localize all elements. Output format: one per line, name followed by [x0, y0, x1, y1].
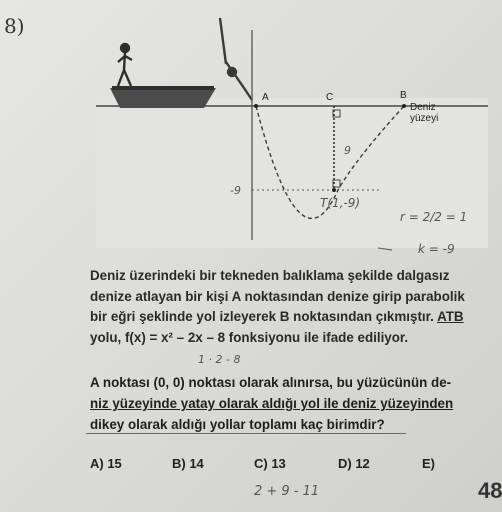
option-d[interactable]: D) 12	[338, 456, 370, 471]
answer-options	[88, 456, 468, 476]
question-line2: niz yüzeyinde yatay olarak aldığı yol ile deniz yüzeyinden	[90, 396, 454, 411]
problem-line3-main: bir eğri şeklinde yol izleyerek B noktasından çıkmıştır.	[90, 309, 434, 324]
vertex-label: T(1,-9)	[320, 196, 361, 210]
point-t	[332, 188, 336, 192]
problem-line1: Deniz üzerindeki bir tekneden balıklama şekilde dalgasız	[90, 268, 450, 283]
problem-line2: denize atlayan bir kişi A noktasından denize girip parabolik	[90, 288, 465, 304]
label-a: A	[262, 92, 269, 103]
question-number: 8)	[4, 14, 25, 38]
question-text	[90, 372, 490, 435]
option-b[interactable]: B) 14	[172, 456, 204, 471]
sea-label-line1: Deniz	[410, 102, 436, 113]
sum-note: 2 + 9 - 11	[254, 484, 320, 499]
boat-rim	[112, 86, 214, 90]
minus9-label: -9	[230, 184, 241, 197]
problem-line3	[90, 307, 488, 328]
depth-label: 9	[344, 144, 351, 157]
k-value-note: k = -9	[418, 242, 455, 256]
boat	[110, 88, 216, 108]
sea-label-line2: yüzeyi	[410, 113, 439, 124]
page-number-fragment: 48	[478, 478, 502, 503]
question-line3: dikey olarak aldığı yollar toplamı kaç birimdir?	[90, 417, 385, 432]
problem-line4: yolu, f(x) = x² – 2x – 8 fonksiyonu ile ifade ediliyor.	[90, 329, 409, 345]
standing-person	[118, 44, 132, 86]
problem-line3-atb: ATB	[437, 309, 464, 324]
r-fraction-note: r = 2/2 = 1	[400, 210, 468, 224]
product-note: 1 · 2 - 8	[198, 353, 241, 366]
hand-stroke	[378, 248, 392, 250]
problem-text	[90, 266, 488, 348]
label-b: B	[400, 90, 407, 101]
sea-surface-label	[410, 102, 438, 124]
diving-person	[220, 18, 252, 100]
option-e[interactable]: E)	[422, 456, 435, 471]
question-line1: A noktası (0, 0) noktası olarak alınırsa, bu yüzücünün de-	[90, 375, 452, 390]
question-underline	[86, 433, 406, 434]
option-c[interactable]: C) 13	[254, 456, 286, 471]
label-c: C	[326, 92, 334, 103]
point-a	[254, 104, 258, 108]
point-b	[402, 104, 406, 108]
option-a[interactable]: A) 15	[90, 456, 122, 471]
